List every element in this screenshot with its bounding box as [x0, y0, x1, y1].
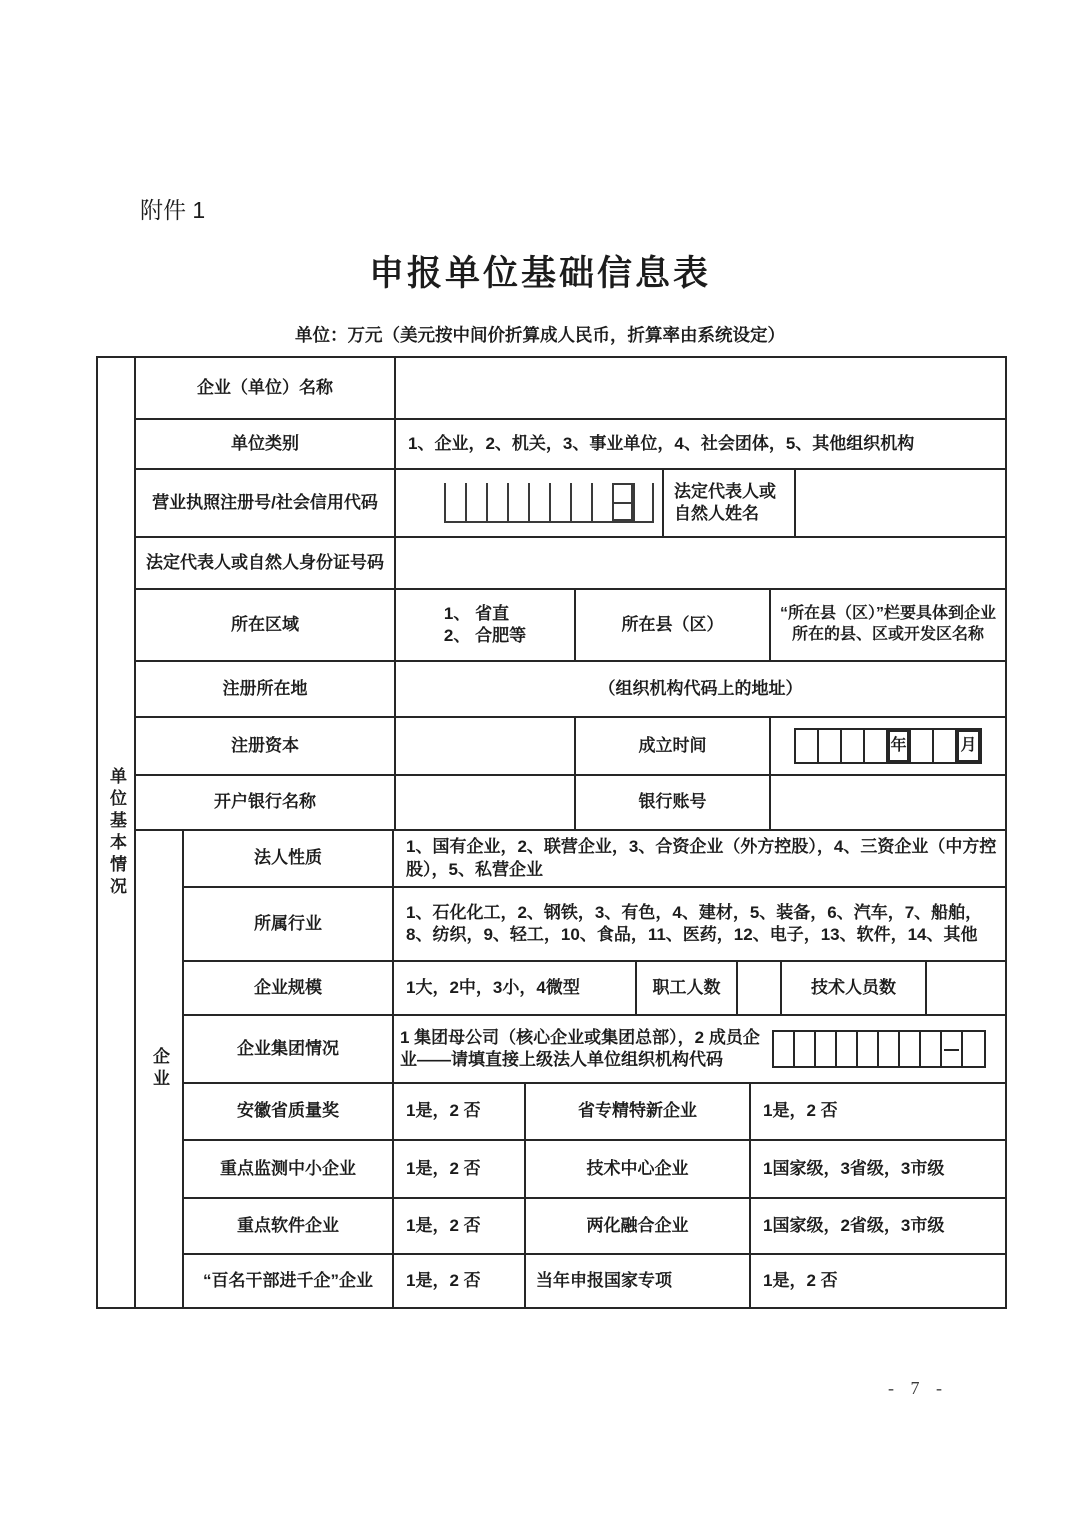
bank-name-value — [396, 776, 576, 829]
field-label: 所属行业 — [184, 888, 394, 960]
capital-value — [396, 718, 576, 774]
field-label: 企业规模 — [184, 962, 394, 1014]
row-registered-address — [136, 662, 1005, 718]
basic-info-table — [96, 356, 1007, 1309]
row-cadres-program — [184, 1255, 1005, 1307]
founded-date-cell — [771, 718, 1005, 774]
month-box: 月 — [957, 730, 980, 762]
field-value — [396, 538, 1005, 588]
row-registered-capital — [136, 718, 1005, 776]
row-key-sme — [184, 1141, 1005, 1199]
enterprise-section — [136, 831, 1005, 1307]
group-options: 1 集团母公司（核心企业或集团总部），2 成员企业——请填直接上级法人单位组织机构代码 — [400, 1027, 760, 1069]
field-label: 开户银行名称 — [136, 776, 396, 829]
row-enterprise-group — [184, 1016, 1005, 1084]
page-title: 申报单位基础信息表 — [368, 254, 711, 293]
field-label: 单位类别 — [136, 420, 396, 468]
field-value-2: 1是，2 否 — [763, 1101, 838, 1121]
field-label: 法人性质 — [184, 831, 394, 886]
group-content-cell — [394, 1016, 1005, 1082]
unit-measure-note: 单位：万元（美元按中间价折算成人民币，折算率由系统设定） — [295, 325, 785, 345]
field-label: 注册所在地 — [136, 662, 396, 716]
field-label-2: 当年申报国家专项 — [526, 1255, 751, 1307]
account-value — [771, 776, 1005, 829]
field-label: 企业（单位）名称 — [136, 358, 396, 418]
row-region — [136, 590, 1005, 662]
field-value: 1是，2 否 — [394, 1084, 526, 1139]
staff-count-label: 职工人数 — [637, 962, 738, 1014]
field-value: （组织机构代码上的地址） — [598, 678, 803, 698]
field-label: 安徽省质量奖 — [184, 1084, 394, 1139]
field-label: 所在区域 — [136, 590, 396, 660]
field-value: 1是，2 否 — [394, 1141, 526, 1197]
account-label: 银行账号 — [576, 776, 771, 829]
region-option: 1、 省直 — [443, 603, 510, 623]
row-unit-type — [136, 420, 1005, 470]
row-legal-nature — [184, 831, 1005, 888]
tech-count-value — [927, 962, 1005, 1014]
license-code-cell — [396, 470, 664, 536]
legal-rep-value — [796, 470, 1005, 536]
row-industry — [184, 888, 1005, 962]
row-group-cell — [98, 358, 136, 1307]
region-options — [396, 590, 576, 660]
attachment-label: 附件 1 — [140, 197, 206, 223]
enterprise-group-label: 企业 — [150, 1047, 170, 1091]
row-license-code — [136, 470, 1005, 538]
row-group-label: 单位基本情况 — [107, 766, 127, 899]
row-bank — [136, 776, 1005, 831]
field-value: 1是，2 否 — [394, 1255, 526, 1307]
row-key-software — [184, 1199, 1005, 1255]
field-value: 1、企业，2、机关，3、事业单位，4、社会团体，5、其他组织机构 — [408, 433, 915, 453]
county-note: “所在县（区）”栏要具体到企业所在的县、区或开发区名称 — [779, 605, 996, 643]
date-boxes — [794, 728, 982, 764]
county-label: 所在县（区） — [576, 590, 771, 660]
page-number: - 7 - — [888, 1378, 948, 1398]
field-value: 1、国有企业，2、联营企业，3、合资企业（外方控股），4、三资企业（中方控股），5、私营企业 — [406, 837, 997, 879]
enterprise-group-cell — [136, 831, 184, 1307]
row-quality-award — [184, 1084, 1005, 1141]
region-option: 2、 合肥等 — [443, 626, 527, 645]
scale-options: 1大，2中，3小，4微型 — [394, 962, 637, 1014]
field-label: 营业执照注册号/社会信用代码 — [136, 470, 396, 536]
field-value: 1、石化化工，2、钢铁，3、有色，4、建材，5、装备，6、汽车，7、船舶，8、纺织，9、轻工，10、食品，11、医药，12、电子，13、软件，14、其他 — [406, 902, 983, 944]
license-code-boxes — [444, 483, 654, 523]
field-label: 企业集团情况 — [184, 1016, 394, 1082]
year-box: 年 — [888, 730, 911, 762]
row-id-number — [136, 538, 1005, 590]
field-value-2: 1国家级，3省级，3市级 — [763, 1158, 945, 1178]
field-label-2: 省专精特新企业 — [526, 1084, 751, 1139]
tech-count-label: 技术人员数 — [782, 962, 927, 1014]
field-label: 注册资本 — [136, 718, 396, 774]
field-value-2: 1国家级，2省级，3市级 — [763, 1215, 945, 1235]
field-value — [396, 358, 1005, 418]
field-label-2: 两化融合企业 — [526, 1199, 751, 1253]
founded-label: 成立时间 — [576, 718, 771, 774]
field-label-2: 技术中心企业 — [526, 1141, 751, 1197]
row-unit-name — [136, 358, 1005, 420]
field-label: “百名干部进千企”企业 — [184, 1255, 394, 1307]
row-scale — [184, 962, 1005, 1016]
org-code-boxes — [772, 1030, 986, 1068]
field-value-2: 1是，2 否 — [763, 1270, 838, 1290]
field-label: 重点软件企业 — [184, 1199, 394, 1253]
field-label: 法定代表人或自然人身份证号码 — [136, 538, 396, 588]
field-value: 1是，2 否 — [394, 1199, 526, 1253]
field-label: 重点监测中小企业 — [184, 1141, 394, 1197]
legal-rep-label: 法定代表人或自然人姓名 — [664, 470, 796, 536]
staff-count-value — [738, 962, 782, 1014]
